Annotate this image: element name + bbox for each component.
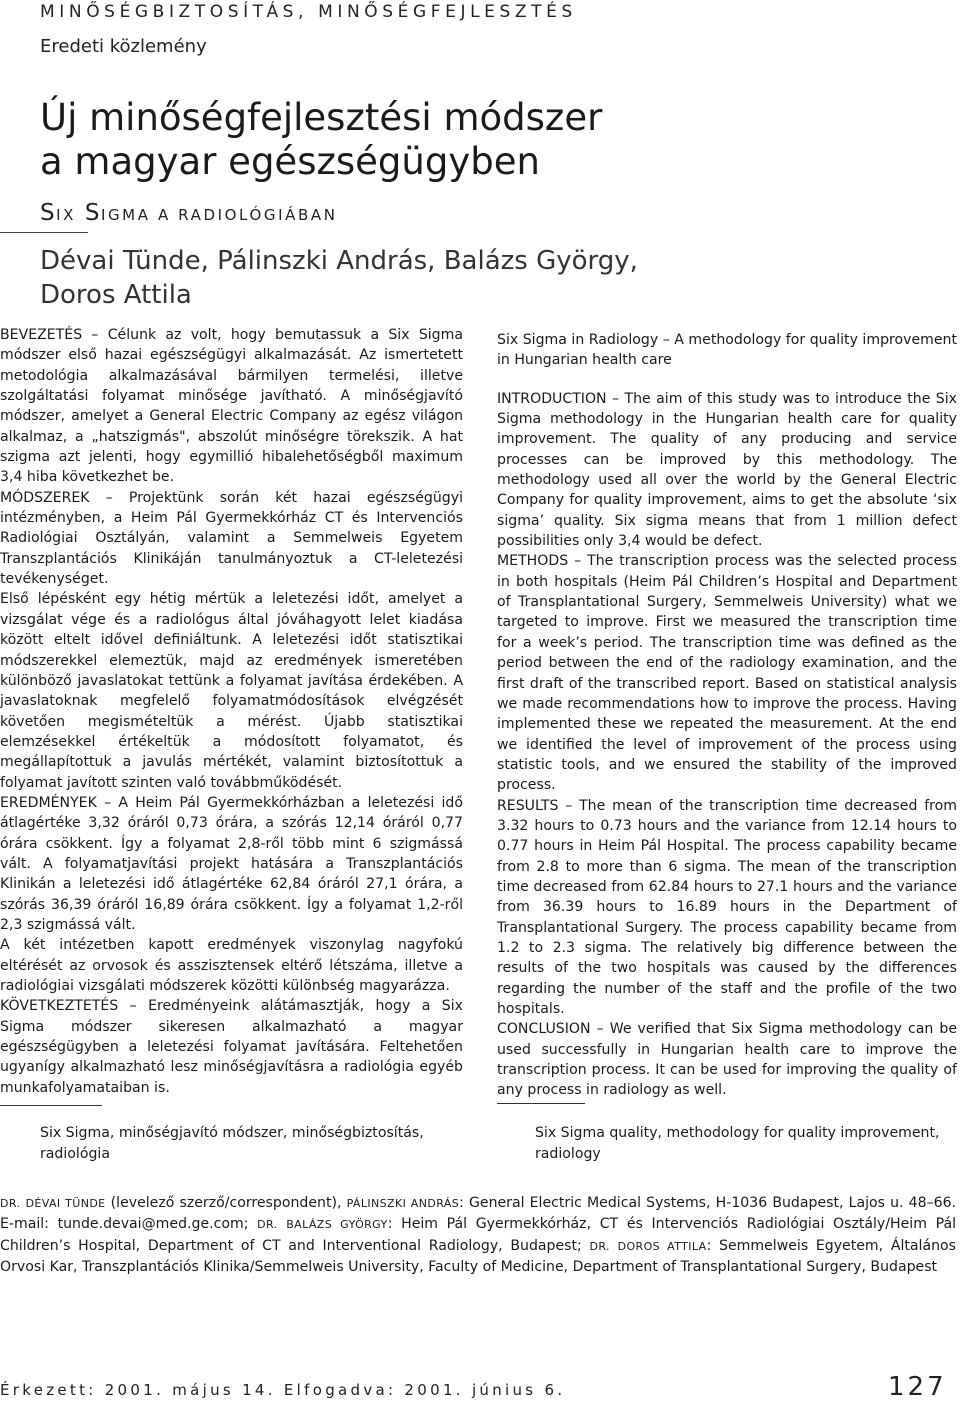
- hungarian-abstract: [0, 325, 463, 1098]
- affil-author-1-note: (levelező szerző/correspondent),: [105, 1195, 347, 1211]
- affil-author-3: BALÁZS GYÖRGY: [286, 1218, 388, 1232]
- affil-author-4-note: : Semmelweis Egyetem, Általános Orvosi Kar, Transzplantációs Klinika/Semmelweis University, Faculty of Medicine, Department of Transplantational Surgery, Budapest: [0, 1237, 956, 1276]
- article-type-label: Eredeti közlemény: [40, 36, 207, 57]
- affil-dr-3: DR.: [589, 1239, 610, 1253]
- abstract-conclusion-paragraph: [0, 996, 463, 1098]
- article-title: [40, 96, 602, 184]
- english-abstract-title: Six Sigma in Radiology – A methodology for quality improvement in Hungarian health care: [497, 332, 957, 369]
- english-abstract: [497, 330, 957, 1101]
- kovetkeztetes-text: – Eredményeink alátámasztják, hogy a Six Sigma módszer sikeresen alkalmazható a magyar egészségügyben a leletezési folyamat javítására. Feltehetően ugyanígy alkalmazható lesz minőségjavításra a radiológia egyéb munkafolyamataiban is.: [0, 998, 463, 1096]
- article-subtitle: SIX SIGMA A RADIOLÓGIÁBAN: [40, 200, 338, 226]
- authors-line-1: Dévai Tünde, Pálinszki András, Balázs György,: [40, 246, 638, 276]
- subtitle-smallcaps-1: IX: [56, 206, 77, 224]
- article-title-line-2: a magyar egészségügyben: [40, 140, 540, 183]
- eredmenyek-text: – A Heim Pál Gyermekkórházban a leletezési idő átlagértéke 3,32 óráról 0,73 órára, a szórás 12,14 óráról 0,77 órára csökkent. Így a folyamat 2,8-ről több mint 6 szigmássá vált. A folyamatjavítási projekt hatására a Transzplantációs Klinikán a leletezési idő átlagértéke 62,84 óráról 27,1 órára, a szórás 36,39 óráról 16,89 órára csökkent. Így a folyamat 1,2-ről 2,3 szigmássá vált.: [0, 794, 463, 933]
- affil-dr-1: DR.: [0, 1197, 21, 1210]
- subtitle-smallcaps-2: IGMA A RADIOLÓGIÁBAN: [100, 206, 338, 224]
- affil-author-4: DOROS ATTILA: [617, 1239, 707, 1253]
- affil-author-3-note: : Heim Pál Gyermekkórház, CT és Intervenciós Radiológiai Osztály/Heim Pál Children’s Hospital, Department of CT and Interventional Radiology, Budapest;: [0, 1216, 957, 1254]
- modszerek-text: – Projektünk során két hazai egészségügyi intézményben, a Heim Pál Gyermekkórház CT és Intervenciós Radiológiai Osztályán, valamint a Semmelweis Egyetem Transzplantációs Klinikáján tanulmányoztuk a CT-leletezési tevékenységet.: [0, 489, 463, 588]
- english-conclusion-paragraph: CONCLUSION – We verified that Six Sigma methodology can be used successfully in Hungarian health care to improve the transcription process. It can be used for improving the quality of any process in radiology as well.: [497, 1021, 957, 1099]
- article-title-line-1: Új minőségfejlesztési módszer: [40, 96, 603, 139]
- section-label-bevezetes: BEVEZETÉS: [0, 327, 83, 343]
- abstract-results-paragraph-2: A két intézetben kapott eredmények viszonylag nagyfokú eltérését az orvosok és asszisztensek eltérő létszáma, illetve a radiológiai vizsgálati módszerek közötti különbség magyarázza.: [0, 937, 463, 994]
- page-number: 127: [888, 1372, 947, 1402]
- author-affiliations: [0, 1193, 956, 1278]
- affil-author-1: DÉVAI TÜNDE: [25, 1197, 106, 1210]
- title-divider: [0, 232, 88, 233]
- section-label-kovetkeztetes: KÖVETKEZTETÉS: [0, 998, 119, 1015]
- abstract-methods-paragraph-2: Első lépésként egy hétig mértük a leletezési időt, amelyet a vizsgálat vége és a radiológus által jóváhagyott lelet kiadása között eltelt idővel definiáltunk. A leletezési időt statisztikai módszerekkel elemeztük, majd az eredmények ismeretében különböző javaslatokat tettünk a folyamat javítása érdekében. A javaslatoknak megfelelő folyamatmódosítások elvégzését követően megismételtük a mérést. Újabb statisztikai elemzésekkel értékeltük a módosított folyamatot, és megállapítottuk a javulás mértékét, valamint biztosítottuk a folyamat javított szinten való továbbműködését.: [0, 591, 463, 791]
- english-methods-paragraph: METHODS – The transcription process was the selected process in both hospitals (Heim Pál Children’s Hospital and Department of Transplantational Surgery, Semmelweis University) what we targeted to improve. First we measured the transcription time for a week’s period. The transcription time was defined as the period between the end of the radiology examination, and the first draft of the transcribed report. Based on statistical analysis we made recommendations how to improve the process. Having implemented these we repeated the measurement. At the end we identified the level of improvement of the process using statistic tools, and we ensured the stability of the improved process.: [497, 553, 957, 794]
- keywords-divider-right: [497, 1103, 585, 1104]
- received-accepted-dates: Érkezett: 2001. május 14. Elfogadva: 2001. június 6.: [0, 1381, 566, 1399]
- abstract-intro-paragraph: [0, 325, 463, 488]
- keywords-hungarian: Six Sigma, minőségjavító módszer, minőségbiztosítás, radiológia: [40, 1125, 424, 1162]
- affil-author-2-note: : General Electric Medical Systems, H-1036 Budapest, Lajos u. 48–66. E-mail: tunde.devai@med.ge.com;: [0, 1195, 957, 1233]
- section-label-modszerek: MÓDSZEREK: [0, 489, 90, 506]
- journal-section-heading: MINŐSÉGBIZTOSÍTÁS, MINŐSÉGFEJLESZTÉS: [40, 2, 577, 22]
- english-introduction-paragraph: INTRODUCTION – The aim of this study was to introduce the Six Sigma methodology in the Hungarian health care for quality improvement. The quality of any producing and service processes can be improved by this methodology. The methodology used all over the world by the General Electric Company for quality improvement, aims to get the absolute ‘six sigma’ quality. Six sigma means that from 1 million defect possibilities only 3,4 would be defect.: [497, 390, 957, 550]
- abstract-results-paragraph: [0, 793, 463, 935]
- affil-author-2: PÁLINSZKI ANDRÁS: [346, 1197, 460, 1210]
- affil-dr-2: DR.: [257, 1218, 278, 1232]
- bevezetes-text: – Célunk az volt, hogy bemutassuk a Six Sigma módszer első hazai egészségügyi alkalmazását. Az ismertetett metodológia alkalmazásával bármilyen termelési, illetve szolgáltatási folyamat minősége javítható. A minőségjavító módszer, amelyet a General Electric Company az egész világon alkalmaz, a „hatszigmás", abszolút minőségre törekszik. A hat szigma azt jelenti, hogy egymillió hibalehetőségből maximum 3,4 hiba következhet be.: [0, 327, 463, 486]
- english-results-paragraph: RESULTS – The mean of the transcription time decreased from 3.32 hours to 0.73 hours and the variance from 12.14 hours to 0.77 hours in Heim Pál Hospital. The process capability became from 2.8 to more than 6 sigma. The mean of the transcription time decreased from 62.84 hours to 27.1 hours and the variance from 36.39 hours to 16.89 hours in the Department of Transplantational Surgery. The process capability became from 1.2 to 2.3 sigma. The relatively big difference between the results of the two hospitals was caused by the differences regarding the number of the staff and the profile of the two hospitals.: [497, 797, 957, 1017]
- author-list: [40, 244, 638, 312]
- keywords-english: Six Sigma quality, methodology for quality improvement, radiology: [535, 1125, 940, 1162]
- keywords-divider-left: [0, 1105, 102, 1106]
- abstract-methods-paragraph: [0, 488, 463, 590]
- section-label-eredmenyek: EREDMÉNYEK: [0, 794, 97, 811]
- authors-line-2: Doros Attila: [40, 280, 192, 310]
